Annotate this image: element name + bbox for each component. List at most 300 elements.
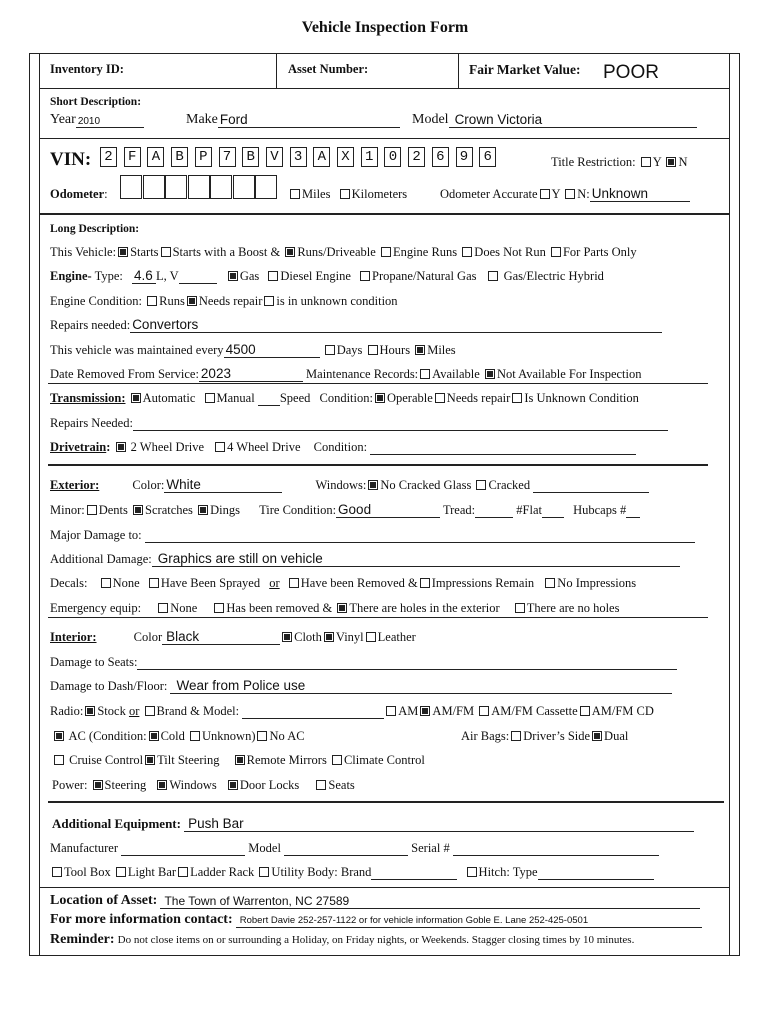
no-cracked-glass-checkbox[interactable] [368, 480, 378, 490]
location-field[interactable] [160, 895, 700, 909]
power-windows-checkbox[interactable] [157, 780, 167, 790]
ac-row [52, 729, 305, 744]
vin-char-box[interactable]: 9 [456, 147, 473, 167]
emergency-row [50, 601, 619, 616]
vin-char-box[interactable]: 6 [479, 147, 496, 167]
dash-damage-label: Damage to Dash/Floor: [50, 679, 168, 693]
cylinders-field[interactable] [179, 270, 217, 284]
model-value: Crown Victoria [454, 112, 543, 127]
odometer-accurate-n-checkbox[interactable] [565, 189, 575, 199]
maintained-row [50, 343, 456, 358]
cracked-checkbox[interactable] [476, 480, 486, 490]
vin-char-box[interactable]: 2 [408, 147, 425, 167]
manufacturer-label: Manufacturer [50, 841, 119, 855]
odometer-accurate-y-checkbox[interactable] [540, 189, 550, 199]
amfm-label: AM/FM [432, 704, 475, 718]
location-row [50, 893, 700, 909]
equip-model-label: Model [248, 841, 281, 855]
vinyl-checkbox[interactable] [324, 632, 334, 642]
cold-label: Cold [160, 729, 185, 743]
emergency-removed-checkbox[interactable] [214, 603, 224, 613]
utility-label: Utility Body: Brand [271, 865, 372, 879]
dash-damage-row [50, 679, 672, 694]
speed-label: Speed [279, 391, 311, 405]
year-value: 2010 [77, 116, 101, 127]
diesel-checkbox[interactable] [268, 271, 278, 281]
odometer-digit-box[interactable] [165, 175, 187, 199]
header-divider [39, 88, 729, 89]
title-restriction-n-checkbox[interactable] [666, 157, 676, 167]
ac-checkbox[interactable] [54, 731, 64, 741]
equipment-options-row [50, 865, 654, 880]
remote-mirrors-label: Remote Mirrors [246, 753, 327, 767]
speed-field[interactable] [258, 392, 280, 406]
decals-removed-label: Have been Removed & [300, 576, 418, 590]
make-field[interactable] [218, 114, 400, 128]
header-col-divider-2 [458, 53, 459, 88]
lightbar-checkbox[interactable] [116, 867, 126, 877]
outer-border-right [739, 53, 740, 956]
dual-checkbox[interactable] [592, 731, 602, 741]
manual-label: Manual [216, 391, 255, 405]
propane-checkbox[interactable] [360, 271, 370, 281]
door-locks-checkbox[interactable] [228, 780, 238, 790]
drivers-side-label: Driver’s Side [523, 729, 591, 743]
maintained-value: 4500 [225, 342, 256, 357]
manufacturer-field[interactable] [121, 842, 245, 856]
date-removed-field[interactable] [199, 368, 303, 382]
odometer-digit-box[interactable] [210, 175, 232, 199]
maintained-field[interactable] [224, 344, 320, 358]
two-wheel-label: 2 Wheel Drive [130, 440, 205, 454]
am-checkbox[interactable] [386, 706, 396, 716]
make-value: Ford [219, 112, 248, 127]
odometer-digit-box[interactable] [143, 175, 165, 199]
emergency-none-checkbox[interactable] [158, 603, 168, 613]
tread-field[interactable] [475, 504, 513, 518]
vin-char-box[interactable]: V [266, 147, 283, 167]
vin-char-box[interactable]: A [147, 147, 164, 167]
repairs-needed-value: Convertors [132, 317, 199, 332]
maintenance-records-label: Maintenance Records: [306, 367, 419, 381]
title-restriction [551, 155, 687, 170]
odometer-accurate-field[interactable] [590, 188, 690, 202]
engine-runs-checkbox[interactable] [381, 247, 391, 257]
contact-label: For more information contact: [50, 912, 233, 927]
operable-label: Operable [386, 391, 433, 405]
cruise-label: Cruise Control [69, 753, 144, 767]
manufacturer-row [50, 841, 659, 856]
dual-label: Dual [604, 729, 629, 743]
decals-none-checkbox[interactable] [101, 578, 111, 588]
outer-border-left [29, 53, 30, 956]
trans-repairs-row [50, 416, 668, 431]
brand-field[interactable] [242, 705, 384, 719]
brand-label: Brand & Model: [156, 704, 240, 718]
tread-label: Tread: [442, 503, 476, 517]
door-locks-label: Door Locks [239, 778, 300, 792]
utility-field[interactable] [371, 866, 457, 880]
ac-label: AC (Condition: [68, 729, 147, 743]
additional-damage-label: Additional Damage: [50, 552, 152, 566]
hitch-field[interactable] [538, 866, 654, 880]
trans-unknown-checkbox[interactable] [512, 393, 522, 403]
interior-color-field[interactable] [162, 631, 280, 645]
no-ac-checkbox[interactable] [257, 731, 267, 741]
trans-repairs-field[interactable] [133, 417, 668, 431]
no-holes-label: There are no holes [526, 601, 620, 615]
dings-checkbox[interactable] [198, 505, 208, 515]
boost-checkbox[interactable] [161, 247, 171, 257]
date-removed-label: Date Removed From Service: [50, 367, 199, 381]
radio-or-label: or [128, 704, 140, 718]
tilt-checkbox[interactable] [145, 755, 155, 765]
minor-row [50, 503, 640, 518]
parts-only-checkbox[interactable] [551, 247, 561, 257]
model-field[interactable] [449, 114, 697, 128]
hours-label: Hours [379, 343, 411, 357]
vin-char-box[interactable]: 7 [219, 147, 236, 167]
ladder-checkbox[interactable] [178, 867, 188, 877]
liters-field[interactable] [132, 270, 156, 284]
does-not-run-label: Does Not Run [474, 245, 546, 259]
manual-checkbox[interactable] [205, 393, 215, 403]
power-steering-label: Steering [104, 778, 147, 792]
cruise-checkbox[interactable] [54, 755, 64, 765]
parts-only-label: For Parts Only [562, 245, 637, 259]
tire-condition-label: Tire Condition: [259, 503, 337, 517]
vin-char-box[interactable]: 3 [290, 147, 307, 167]
vin-char-box[interactable]: A [313, 147, 330, 167]
scratches-label: Scratches [145, 503, 193, 517]
cracked-label: Cracked [488, 478, 531, 492]
minor-label: Minor: [50, 503, 85, 517]
am-label: AM [398, 704, 419, 718]
decals-row [50, 576, 636, 591]
vin-char-box[interactable]: 1 [361, 147, 378, 167]
header-col-divider-1 [276, 53, 277, 88]
maint-miles-checkbox[interactable] [415, 345, 425, 355]
miles-checkbox[interactable] [290, 189, 300, 199]
engine-type-row [50, 269, 604, 284]
exterior-divider [48, 464, 708, 466]
flat-field[interactable] [542, 504, 564, 518]
vin-char-box[interactable]: 6 [432, 147, 449, 167]
major-damage-label: Major Damage to: [50, 528, 142, 542]
ac-unknown-label: Unknown) [202, 729, 256, 743]
asset-number-label: Asset Number: [288, 62, 369, 76]
odometer-accurate-value: Unknown [591, 186, 649, 201]
year-row [50, 112, 144, 128]
cloth-label: Cloth [294, 630, 322, 644]
starts-label: Starts [130, 245, 159, 259]
interior-color-label: Color [133, 630, 163, 644]
interior-row [50, 630, 416, 645]
no-impressions-checkbox[interactable] [545, 578, 555, 588]
exterior-color-label: Color: [132, 478, 165, 492]
cold-checkbox[interactable] [149, 731, 159, 741]
seats-damage-field[interactable] [137, 656, 677, 670]
cracked-field[interactable] [533, 479, 649, 493]
radio-row [50, 704, 654, 719]
emergency-none-label: None [170, 601, 198, 615]
odometer-label-text: Odometer [50, 187, 105, 201]
liters-value: 4.6 [134, 268, 153, 283]
automatic-label: Automatic [142, 391, 196, 405]
automatic-checkbox[interactable] [131, 393, 141, 403]
date-removed-row [50, 367, 641, 382]
title-restriction-n-label: N [678, 155, 688, 169]
serial-label: Serial # [411, 841, 450, 855]
flat-label: #Flat [516, 503, 542, 517]
vinyl-label: Vinyl [335, 630, 364, 644]
equip-model-field[interactable] [284, 842, 408, 856]
odometer-digit-box[interactable] [255, 175, 277, 199]
vin-char-box[interactable]: X [337, 147, 354, 167]
days-checkbox[interactable] [325, 345, 335, 355]
repairs-needed-row [50, 318, 662, 333]
additional-damage-field[interactable] [152, 553, 680, 567]
dents-label: Dents [98, 503, 128, 517]
interior-label: Interior: [50, 630, 97, 644]
make-label: Make [186, 112, 218, 127]
additional-divider [48, 801, 724, 803]
decals-or-label: or [269, 576, 280, 590]
inner-border-left [39, 53, 40, 956]
trans-unknown-label: Is Unknown Condition [524, 391, 639, 405]
major-damage-row [50, 528, 695, 543]
ac-unknown-checkbox[interactable] [190, 731, 200, 741]
gas-label: Gas [239, 269, 260, 283]
contact-field[interactable] [236, 914, 702, 928]
interior-color-value: Black [166, 629, 200, 644]
engine-needs-repair-label: Needs repair [198, 294, 263, 308]
power-seats-checkbox[interactable] [316, 780, 326, 790]
cassette-checkbox[interactable] [479, 706, 489, 716]
title-restriction-y-checkbox[interactable] [641, 157, 651, 167]
engine-needs-repair-checkbox[interactable] [187, 296, 197, 306]
no-impressions-label: No Impressions [557, 576, 637, 590]
climate-label: Climate Control [343, 753, 425, 767]
remote-mirrors-checkbox[interactable] [235, 755, 245, 765]
fair-market-value[interactable]: POOR [603, 62, 659, 83]
impressions-checkbox[interactable] [420, 578, 430, 588]
hubcaps-field[interactable] [626, 504, 640, 518]
major-damage-field[interactable] [145, 529, 695, 543]
kilometers-label: Kilometers [351, 187, 408, 201]
inventory-id-label: Inventory ID: [50, 62, 124, 76]
vin-char-box[interactable]: 2 [100, 147, 117, 167]
cloth-checkbox[interactable] [282, 632, 292, 642]
vin-char-box[interactable]: B [171, 147, 188, 167]
interior-divider [48, 617, 708, 618]
seats-damage-label: Damage to Seats: [50, 655, 138, 669]
repairs-needed-field[interactable] [130, 319, 662, 333]
radio-label: Radio: [50, 704, 84, 718]
cassette-label: AM/FM Cassette [491, 704, 578, 718]
contact-value: Robert Davie 252-257-1122 or for vehicle information Goble E. Lane 252-425-0501 [239, 915, 589, 926]
stock-checkbox[interactable] [85, 706, 95, 716]
vin-char-box[interactable]: B [242, 147, 259, 167]
hitch-checkbox[interactable] [467, 867, 477, 877]
title-restriction-y-label: Y [652, 155, 662, 169]
maint-available-label: Available [432, 367, 480, 381]
climate-checkbox[interactable] [332, 755, 342, 765]
brand-checkbox[interactable] [145, 706, 155, 716]
transmission-row [50, 391, 639, 406]
vin-char-box[interactable]: F [124, 147, 141, 167]
operable-checkbox[interactable] [375, 393, 385, 403]
odometer-accurate-n-label: N: [577, 187, 590, 201]
exterior-label: Exterior: [50, 478, 100, 492]
this-vehicle-label: This Vehicle: [50, 245, 117, 259]
lightbar-label: Light Bar [127, 865, 177, 879]
engine-runs-label: Engine Runs [392, 245, 458, 259]
dash-damage-field[interactable] [170, 680, 672, 694]
two-wheel-checkbox[interactable] [116, 442, 126, 452]
serial-field[interactable] [453, 842, 659, 856]
sprayed-label: Have Been Sprayed [160, 576, 261, 590]
leather-label: Leather [377, 630, 416, 644]
cd-checkbox[interactable] [580, 706, 590, 716]
maint-available-checkbox[interactable] [420, 369, 430, 379]
hours-checkbox[interactable] [368, 345, 378, 355]
utility-checkbox[interactable] [259, 867, 269, 877]
tire-condition-field[interactable] [336, 504, 440, 518]
engine-runs-cond-checkbox[interactable] [147, 296, 157, 306]
no-cracked-glass-label: No Cracked Glass [380, 478, 472, 492]
airbags-row [461, 729, 628, 744]
trans-repairs-label: Repairs Needed: [50, 416, 133, 430]
odometer-digit-box[interactable] [120, 175, 142, 199]
repairs-needed-label: Repairs needed: [50, 318, 131, 332]
trans-needs-repair-label: Needs repair [446, 391, 511, 405]
four-wheel-checkbox[interactable] [215, 442, 225, 452]
holes-label: There are holes in the exterior [349, 601, 500, 615]
emergency-removed-label: Has been removed & [226, 601, 333, 615]
seats-damage-row [50, 655, 677, 670]
emergency-label: Emergency equip: [50, 601, 142, 615]
drivers-side-checkbox[interactable] [511, 731, 521, 741]
trans-needs-repair-checkbox[interactable] [435, 393, 445, 403]
four-wheel-label: 4 Wheel Drive [227, 440, 301, 454]
gas-checkbox[interactable] [228, 271, 238, 281]
liters-unit: L, V [156, 269, 179, 283]
tire-condition-value: Good [338, 502, 372, 517]
transmission-condition-label: Condition: [319, 391, 373, 405]
engine-runs-cond-label: Runs [159, 294, 185, 308]
maint-not-available-label: Not Available For Inspection [496, 367, 642, 381]
page-title: Vehicle Inspection Form [301, 19, 469, 36]
location-label: Location of Asset: [50, 893, 158, 908]
bottom-border [29, 955, 740, 956]
amfm-checkbox[interactable] [420, 706, 430, 716]
fair-market-value-label: Fair Market Value: [469, 62, 581, 77]
year-field[interactable] [76, 114, 144, 128]
cd-label: AM/FM CD [591, 704, 654, 718]
additional-equipment-value: Push Bar [188, 816, 244, 831]
boost-label: Starts with a Boost & [172, 245, 281, 259]
propane-label: Propane/Natural Gas [372, 269, 477, 283]
decals-label: Decals: [50, 576, 88, 590]
dents-checkbox[interactable] [87, 505, 97, 515]
engine-condition-label: Engine Condition: [50, 294, 143, 308]
hybrid-checkbox[interactable] [488, 271, 498, 281]
runs-label: Runs/Driveable [297, 245, 376, 259]
reminder-label: Reminder: [50, 932, 115, 947]
drivetrain-condition-field[interactable] [370, 441, 636, 455]
drivetrain-label: Drivetrain [50, 440, 107, 454]
reminder-text: Do not close items on or surrounding a Holiday, on Friday nights, or Weekends. Stagger closing times by 10 minutes. [117, 934, 635, 946]
holes-checkbox[interactable] [337, 603, 347, 613]
power-windows-label: Windows [169, 778, 217, 792]
maint-miles-label: Miles [427, 343, 456, 357]
sprayed-checkbox[interactable] [149, 578, 159, 588]
days-label: Days [336, 343, 363, 357]
vin-char-box[interactable]: 0 [384, 147, 401, 167]
make-row [186, 112, 400, 128]
power-label: Power: [52, 778, 88, 792]
drivetrain-condition-label: Condition: [313, 440, 368, 454]
dash-damage-value: Wear from Police use [176, 678, 306, 693]
no-ac-label: No AC [269, 729, 305, 743]
impressions-label: Impressions Remain [431, 576, 535, 590]
year-label: Year [50, 112, 76, 127]
toolbox-checkbox[interactable] [52, 867, 62, 877]
additional-equipment-row [52, 816, 694, 832]
no-holes-checkbox[interactable] [515, 603, 525, 613]
maint-not-available-checkbox[interactable] [485, 369, 495, 379]
vin-divider-top [39, 138, 729, 139]
scratches-checkbox[interactable] [133, 505, 143, 515]
power-row [52, 778, 355, 793]
exterior-row [50, 478, 649, 493]
odometer-digit-box[interactable] [188, 175, 210, 199]
runs-checkbox[interactable] [285, 247, 295, 257]
additional-damage-row [50, 552, 680, 567]
engine-unknown-checkbox[interactable] [264, 296, 274, 306]
inner-border-right [729, 53, 730, 956]
stock-label: Stock [97, 704, 126, 718]
hitch-label: Hitch: Type [478, 865, 538, 879]
toolbox-label: Tool Box [64, 865, 111, 879]
power-steering-checkbox[interactable] [93, 780, 103, 790]
diesel-label: Diesel Engine [280, 269, 351, 283]
transmission-label: Transmission: [50, 391, 126, 405]
does-not-run-checkbox[interactable] [462, 247, 472, 257]
exterior-color-field[interactable] [164, 479, 282, 493]
starts-checkbox[interactable] [118, 247, 128, 257]
top-border [29, 53, 740, 54]
engine-condition-row [50, 294, 398, 309]
additional-equipment-field[interactable] [184, 818, 694, 832]
this-vehicle-row [50, 245, 637, 260]
engine-unknown-label: is in unknown condition [276, 294, 398, 308]
miles-label: Miles [302, 187, 331, 201]
title-restriction-label: Title Restriction: [551, 155, 636, 169]
model-label: Model [412, 112, 449, 127]
odometer-digit-box[interactable] [233, 175, 255, 199]
vin-label: VIN: [50, 149, 92, 170]
footer-divider [39, 887, 729, 888]
kilometers-checkbox[interactable] [340, 189, 350, 199]
tilt-label: Tilt Steering [157, 753, 220, 767]
drivetrain-row: Drivetrain: 2 Wheel Drive 4 Wheel Drive Condition: [50, 440, 636, 455]
decals-removed-checkbox[interactable] [289, 578, 299, 588]
model-row [412, 112, 697, 128]
vin-char-box[interactable]: P [195, 147, 212, 167]
leather-checkbox[interactable] [366, 632, 376, 642]
